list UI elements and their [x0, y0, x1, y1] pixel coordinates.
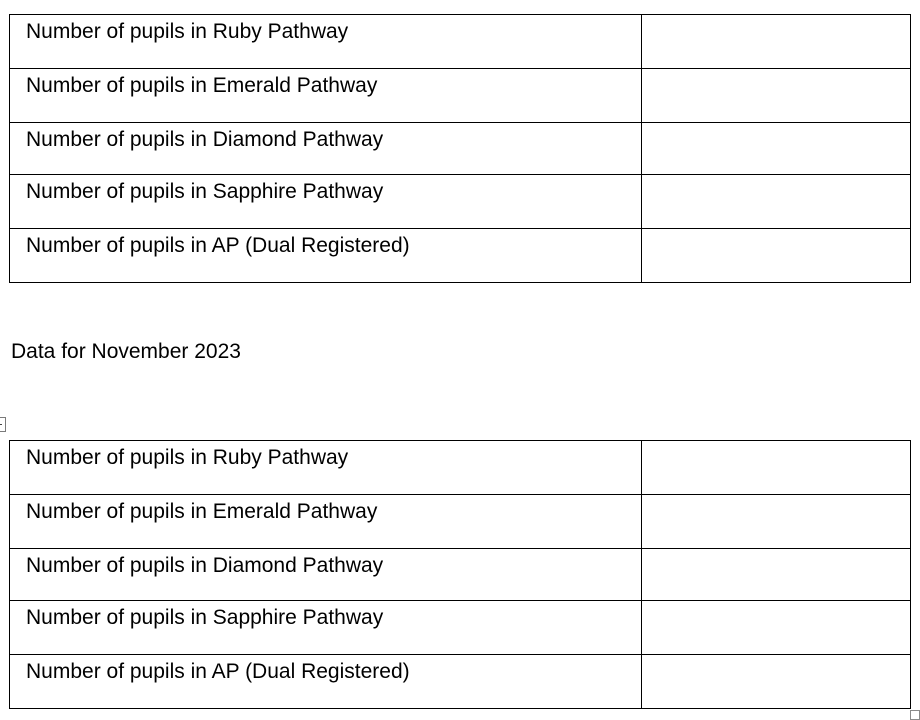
table-resize-handle-icon[interactable]	[910, 710, 920, 720]
row-label-cell[interactable]	[10, 175, 642, 229]
row-label: Number of pupils in Ruby Pathway	[26, 20, 349, 43]
table-row	[10, 15, 911, 69]
row-label: Number of pupils in Diamond Pathway	[26, 554, 384, 577]
pathway-table-previous	[9, 14, 911, 283]
row-label: Number of pupils in Emerald Pathway	[26, 74, 378, 97]
table-row	[10, 69, 911, 123]
row-value-cell[interactable]	[642, 229, 911, 283]
row-label-cell[interactable]	[10, 601, 642, 655]
row-value-cell[interactable]	[642, 123, 911, 175]
row-label: Number of pupils in Ruby Pathway	[26, 446, 349, 469]
section-heading: Data for November 2023	[11, 340, 241, 363]
row-label: Number of pupils in Emerald Pathway	[26, 500, 378, 523]
row-label-cell[interactable]	[10, 655, 642, 709]
row-value-cell[interactable]	[642, 175, 911, 229]
table-row	[10, 123, 911, 175]
row-label-cell[interactable]	[10, 495, 642, 549]
row-value-cell[interactable]	[642, 601, 911, 655]
row-label-cell[interactable]	[10, 549, 642, 601]
table-move-handle-icon[interactable]	[0, 417, 6, 432]
pathway-table-november-2023	[9, 440, 911, 709]
row-label: Number of pupils in Diamond Pathway	[26, 128, 384, 151]
row-label: Number of pupils in Sapphire Pathway	[26, 606, 384, 629]
table-row	[10, 655, 911, 709]
row-label-cell[interactable]	[10, 229, 642, 283]
row-label: Number of pupils in Sapphire Pathway	[26, 180, 384, 203]
row-label: Number of pupils in AP (Dual Registered)	[26, 660, 410, 683]
row-value-cell[interactable]	[642, 441, 911, 495]
table-row	[10, 549, 911, 601]
row-value-cell[interactable]	[642, 495, 911, 549]
row-label-cell[interactable]	[10, 15, 642, 69]
row-label-cell[interactable]	[10, 69, 642, 123]
row-label: Number of pupils in AP (Dual Registered)	[26, 234, 410, 257]
table-row	[10, 601, 911, 655]
row-value-cell[interactable]	[642, 69, 911, 123]
row-label-cell[interactable]	[10, 441, 642, 495]
row-value-cell[interactable]	[642, 549, 911, 601]
table-row	[10, 495, 911, 549]
table-row	[10, 175, 911, 229]
row-value-cell[interactable]	[642, 15, 911, 69]
table-row	[10, 441, 911, 495]
row-label-cell[interactable]	[10, 123, 642, 175]
table-row	[10, 229, 911, 283]
row-value-cell[interactable]	[642, 655, 911, 709]
